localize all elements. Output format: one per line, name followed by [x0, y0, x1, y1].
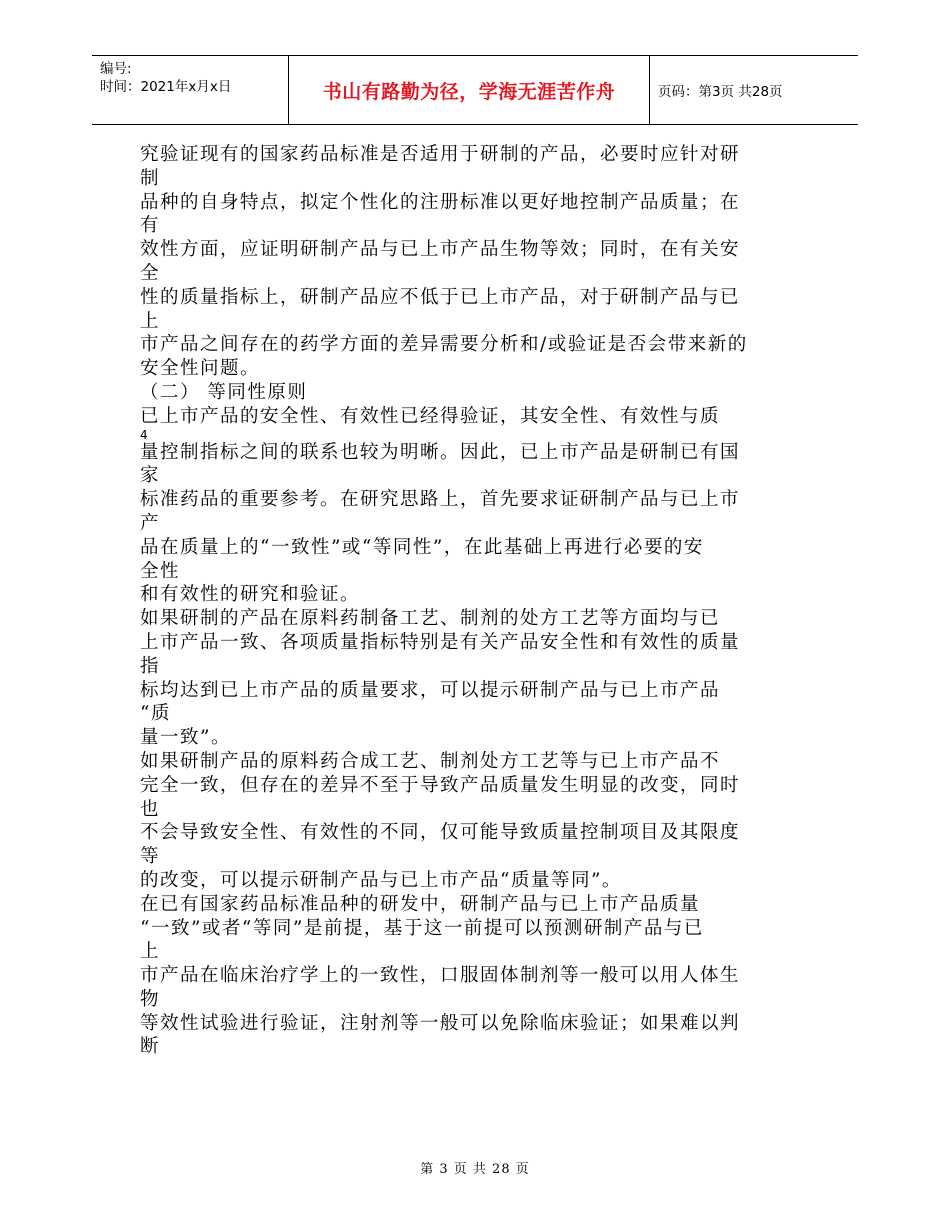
text-line: 全	[140, 262, 161, 284]
text-line: 在已有国家药品标准品种的研发中，研制产品与已上市产品质量	[140, 893, 701, 915]
text-line: 标准药品的重要参考。在研究思路上，首先要求证研制产品与已上市	[140, 489, 741, 511]
page-footer: 第 3 页 共 28 页	[420, 1162, 530, 1177]
text-line: 等效性试验进行验证，注射剂等一般可以免除临床验证；如果难以判	[140, 1012, 741, 1034]
header-page-info: 页码：第3页 共28页	[658, 84, 783, 100]
text-line: （二） 等同性原则	[140, 381, 308, 403]
text-line: 等	[140, 846, 161, 868]
text-line: 上	[140, 310, 161, 332]
text-line: 量控制指标之间的联系也较为明晰。因此，已上市产品是研制已有国	[140, 441, 741, 463]
text-line: 断	[140, 1036, 161, 1058]
page-header	[92, 55, 858, 125]
text-line: 上	[140, 941, 161, 963]
document-time: 时间：2021年x月x日	[100, 79, 232, 95]
text-line: 已上市产品的安全性、有效性已经得验证，其安全性、有效性与质	[140, 405, 721, 427]
text-line: 市产品之间存在的药学方面的差异需要分析和/或验证是否会带来新的	[140, 334, 748, 356]
text-line: 标均达到已上市产品的质量要求，可以提示研制产品与已上市产品	[140, 679, 721, 701]
text-line: 4	[140, 427, 148, 442]
text-line: 市产品在临床治疗学上的一致性，口服固体制剂等一般可以用人体生	[140, 965, 741, 987]
text-line: 完全一致，但存在的差异不至于导致产品质量发生明显的改变，同时	[140, 774, 741, 796]
text-line: 全性	[140, 560, 181, 582]
text-line: 有	[140, 215, 161, 237]
text-line: “一致”或者“等同”是前提，基于这一前提可以预测研制产品与已	[140, 917, 704, 939]
text-line: 家	[140, 465, 161, 487]
text-line: 如果研制产品的原料药合成工艺、制剂处方工艺等与已上市产品不	[140, 750, 721, 772]
text-line: 指	[140, 655, 161, 677]
text-line: 性的质量指标上，研制产品应不低于已上市产品，对于研制产品与已	[140, 286, 741, 308]
text-line: 品在质量上的“一致性”或“等同性”，在此基础上再进行必要的安	[140, 536, 704, 558]
text-line: 物	[140, 988, 161, 1010]
text-line: 量一致”。	[140, 727, 231, 749]
text-line: 品种的自身特点，拟定个性化的注册标准以更好地控制产品质量；在	[140, 191, 741, 213]
text-line: 上市产品一致、各项质量指标特别是有关产品安全性和有效性的质量	[140, 631, 741, 653]
text-line: 也	[140, 798, 161, 820]
document-number-label: 编号:	[100, 61, 132, 77]
header-motto: 书山有路勤为径，学海无涯苦作舟	[288, 56, 650, 124]
text-line: 安全性问题。	[140, 358, 261, 380]
text-line: 究验证现有的国家药品标准是否适用于研制的产品，必要时应针对研	[140, 144, 741, 165]
text-line: “质	[140, 703, 171, 725]
text-line: 制	[140, 167, 161, 189]
text-line: 效性方面，应证明研制产品与已上市产品生物等效；同时，在有关安	[140, 239, 741, 261]
text-line: 不会导致安全性、有效性的不同，仅可能导致质量控制项目及其限度	[140, 822, 741, 844]
header-meta	[100, 60, 231, 96]
text-line: 的改变，可以提示研制产品与已上市产品“质量等同”。	[140, 869, 622, 891]
text-line: 和有效性的研究和验证。	[140, 584, 361, 606]
text-line: 如果研制的产品在原料药制备工艺、制剂的处方工艺等方面均与已	[140, 608, 721, 630]
text-line: 产	[140, 512, 161, 534]
document-body	[140, 143, 820, 1059]
